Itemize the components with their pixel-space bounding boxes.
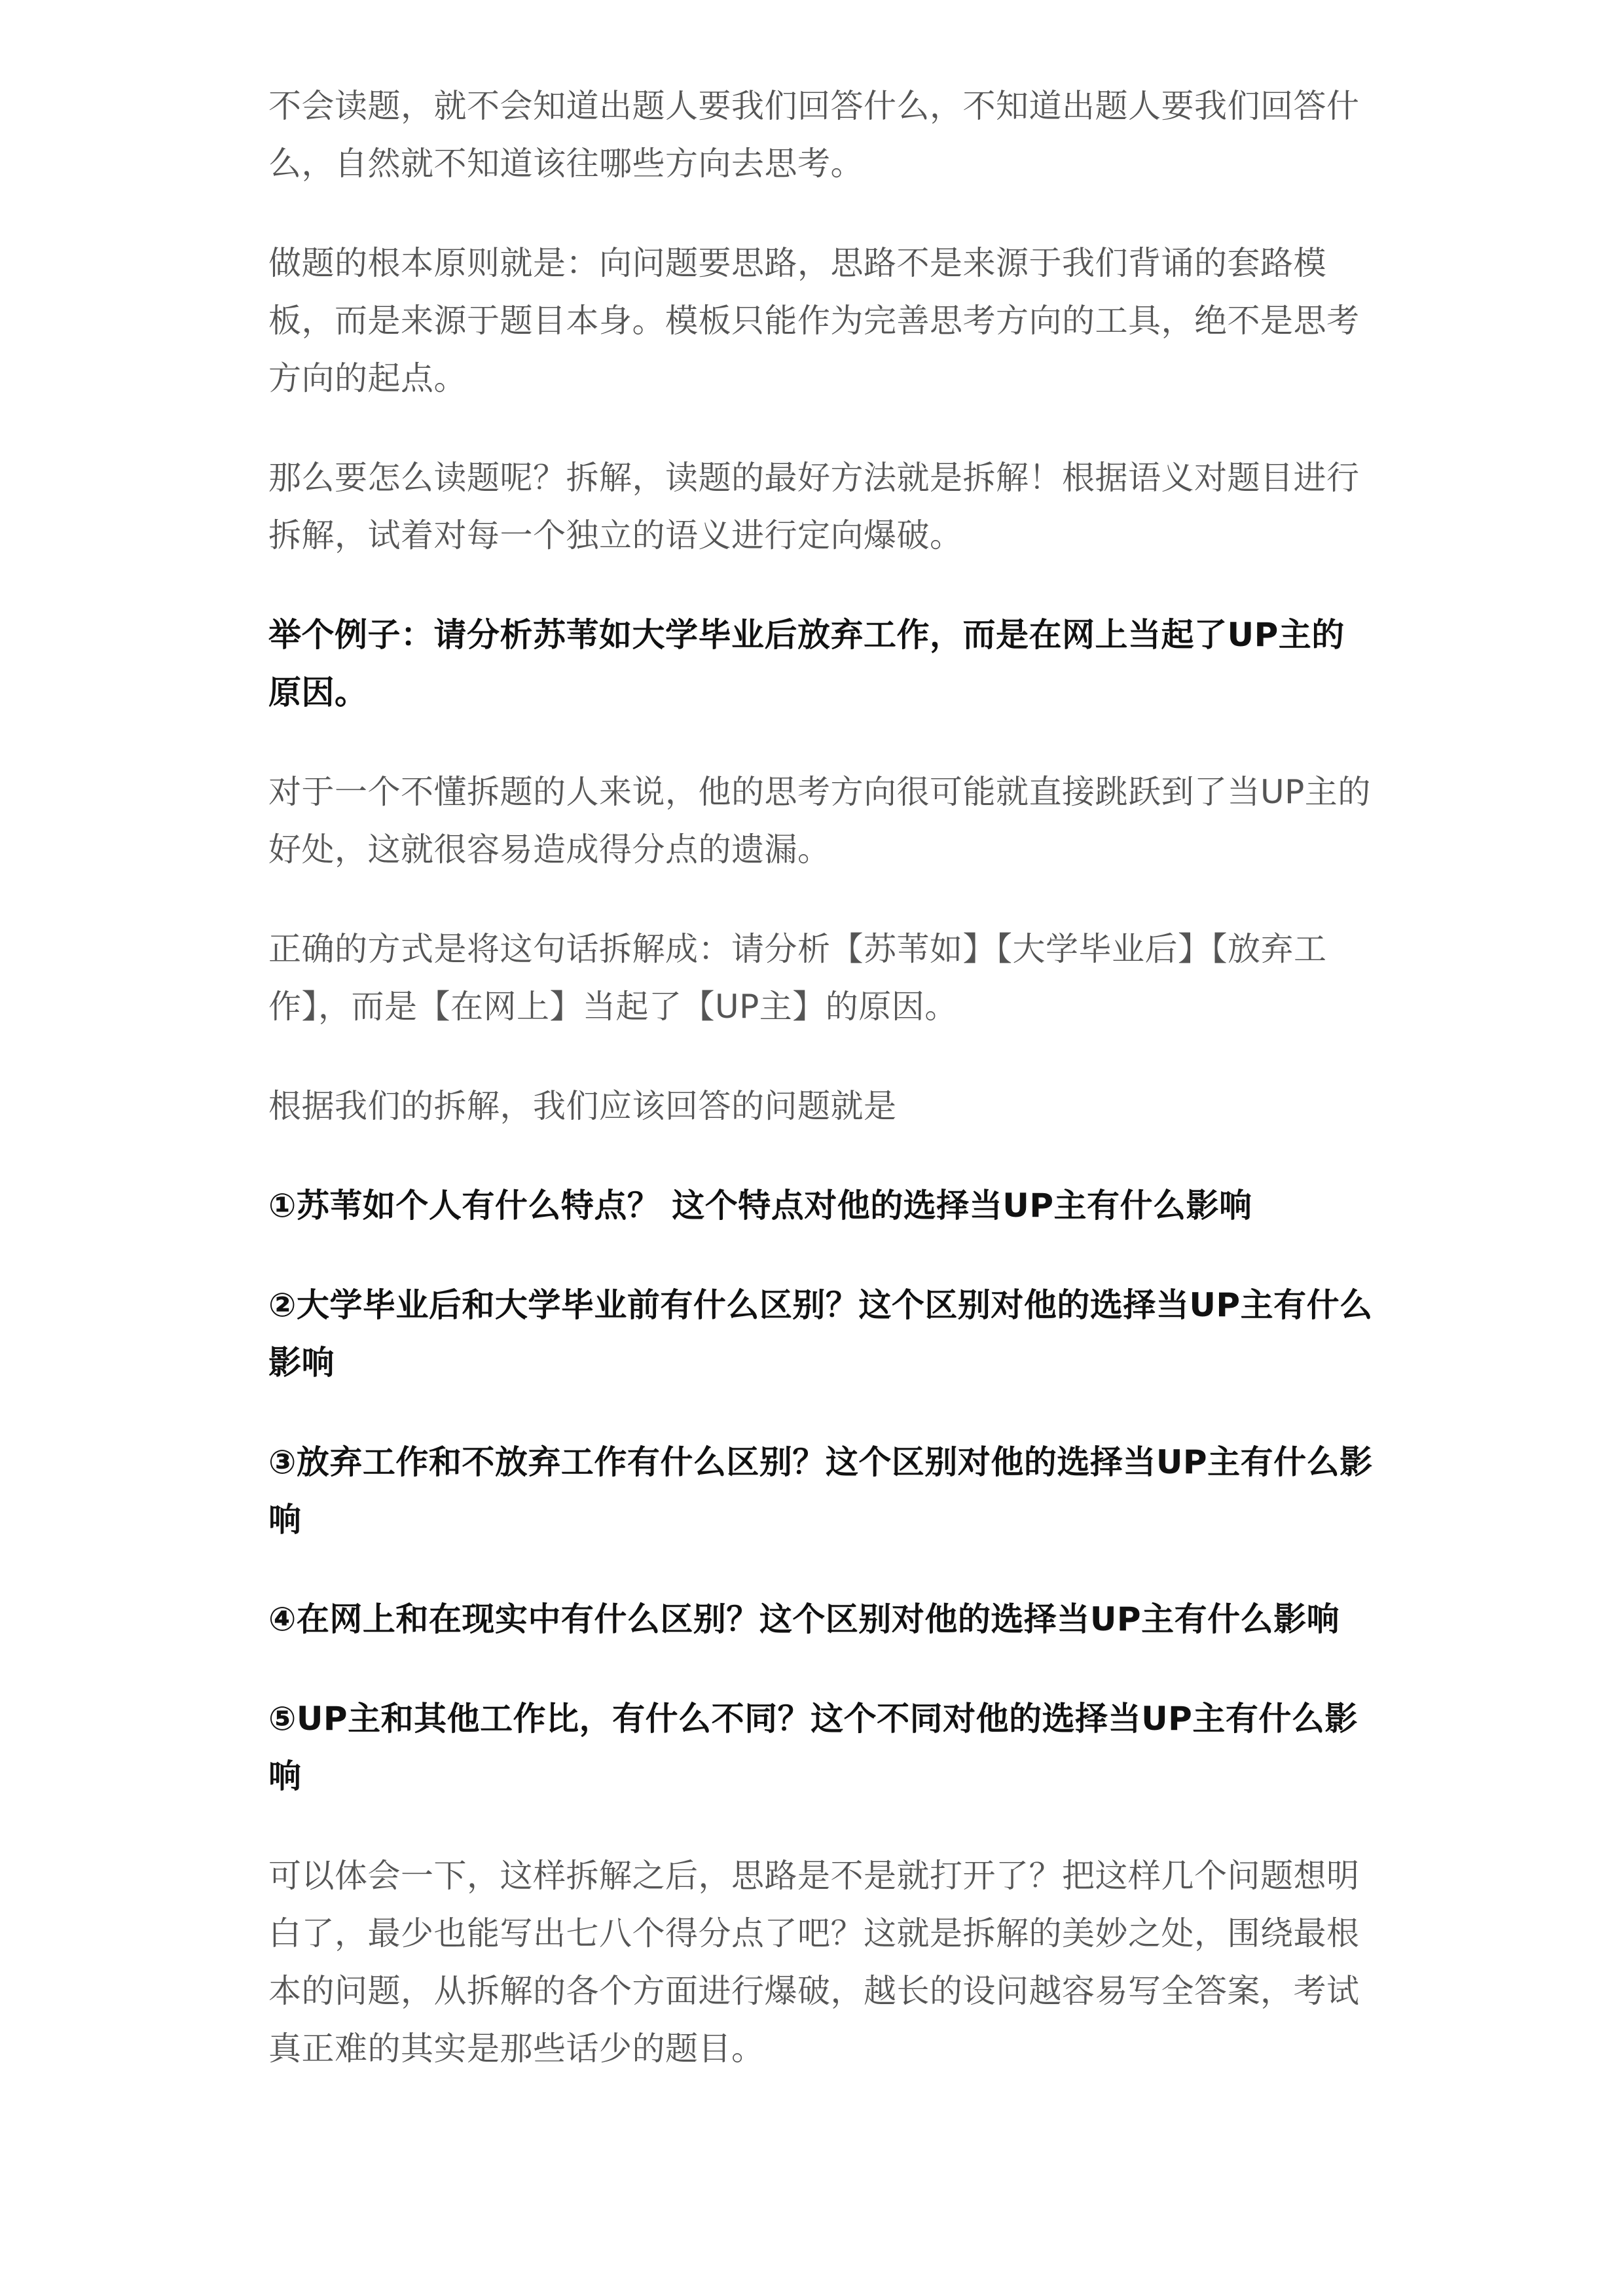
paragraph-correct-decomposition: 正确的方式是将这句话拆解成：请分析【苏苇如】【大学毕业后】【放弃工作】，而是【在网上】当起了【UP主】的原因。 [268, 930, 1327, 1026]
question-item-1: ①苏苇如个人有什么特点？ 这个特点对他的选择当UP主有什么影响 [268, 1187, 1252, 1225]
question-item-3: ③放弃工作和不放弃工作有什么区别？这个区别对他的选择当UP主有什么影响 [268, 1443, 1373, 1539]
paragraph-core-principle: 做题的根本原则就是：向问题要思路，思路不是来源于我们背诵的套路模板，而是来源于题目本身。模板只能作为完善思考方向的工具，绝不是思考方向的起点。 [268, 244, 1360, 397]
question-item-4: ④在网上和在现实中有什么区别？这个区别对他的选择当UP主有什么影响 [268, 1600, 1340, 1638]
question-item-2: ②大学毕业后和大学毕业前有什么区别？这个区别对他的选择当UP主有什么影响 [268, 1286, 1373, 1382]
question-item-5: ⑤UP主和其他工作比，有什么不同？这个不同对他的选择当UP主有什么影响 [268, 1700, 1358, 1795]
paragraph-conclusion: 可以体会一下，这样拆解之后，思路是不是就打开了？把这样几个问题想明白了，最少也能写出七八个得分点了吧？这就是拆解的美妙之处，围绕最根本的问题，从拆解的各个方面进行爆破，越长的设问越容易写全答案，考试真正难的其实是那些话少的题目。 [268, 1857, 1360, 2068]
document-body [268, 77, 1375, 2119]
paragraph-reading-importance: 不会读题，就不会知道出题人要我们回答什么，不知道出题人要我们回答什么，自然就不知道该往哪些方向去思考。 [268, 87, 1360, 183]
paragraph-example-question: 举个例子：请分析苏苇如大学毕业后放弃工作，而是在网上当起了UP主的原因。 [268, 616, 1345, 711]
paragraph-common-mistake: 对于一个不懂拆题的人来说，他的思考方向很可能就直接跳跃到了当UP主的好处，这就很容易造成得分点的遗漏。 [268, 773, 1371, 869]
paragraph-how-to-read: 那么要怎么读题呢？拆解，读题的最好方法就是拆解！根据语义对题目进行拆解，试着对每一个独立的语义进行定向爆破。 [268, 459, 1360, 554]
paragraph-questions-intro: 根据我们的拆解，我们应该回答的问题就是 [268, 1087, 897, 1125]
